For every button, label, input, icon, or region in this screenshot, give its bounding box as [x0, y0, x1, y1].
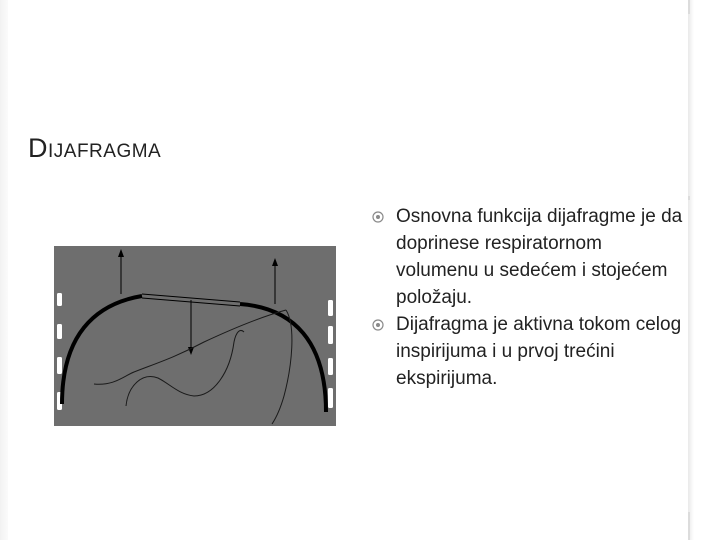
left-rib-2	[57, 324, 62, 339]
left-rib-1	[57, 293, 62, 306]
edge-mark-middle	[688, 196, 690, 200]
edge-mark-top	[688, 0, 690, 14]
bullet-text-1: Osnovna funkcija dijafragme je da doprinese respiratornom volumenu u sedećem i stojećem položaju.	[396, 206, 683, 308]
edge-mark-bottom	[688, 512, 690, 540]
slide-title-rest: IJAFRAGMA	[48, 141, 162, 162]
right-rib-4	[328, 388, 333, 408]
slide-right-shadow	[688, 0, 720, 540]
bullet-item-1	[372, 203, 688, 311]
slide-title-first-letter: D	[28, 133, 48, 163]
slide-left-edge	[0, 0, 8, 540]
diaphragm-figure	[54, 246, 336, 426]
right-rib-1	[328, 300, 333, 316]
circle-bullet-icon	[372, 211, 384, 223]
circle-bullet-icon	[372, 319, 384, 331]
bullet-list	[372, 203, 688, 392]
right-rib-2	[328, 326, 333, 344]
diaphragm-diagram-icon	[54, 246, 336, 426]
slide-title	[28, 128, 161, 165]
bullet-item-2	[372, 311, 688, 392]
right-rib-3	[328, 358, 333, 375]
figure-background	[54, 246, 336, 426]
bullet-text-2: Dijafragma je aktivna tokom celog inspirijuma i u prvoj trećini ekspirijuma.	[396, 314, 682, 389]
left-rib-3	[57, 357, 62, 374]
